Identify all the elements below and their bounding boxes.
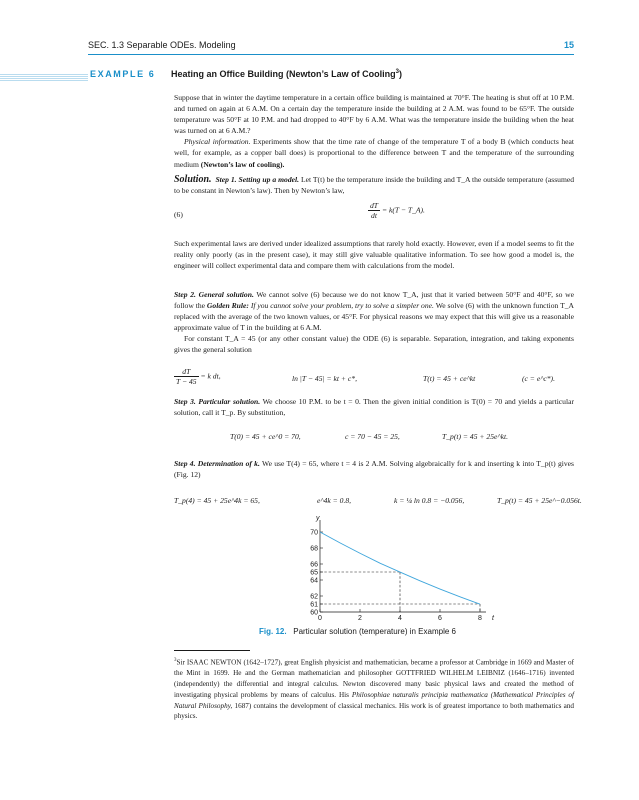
particular-solution-1: T(0) = 45 + ce^0 = 70, (230, 432, 301, 441)
general-solution-2: ln |T − 45| = kt + c*, (292, 374, 357, 383)
general-solution-1 (174, 367, 221, 386)
example-band (0, 74, 88, 82)
general-solution-3: T(t) = 45 + ce^kt (423, 374, 476, 383)
equation-6 (368, 201, 425, 220)
eq6-fraction (368, 201, 380, 220)
step2-label: Step 2. General solution. (174, 290, 254, 299)
solution-label: Solution. (174, 174, 212, 185)
after-eq6-paragraph (174, 238, 574, 271)
section-title: SEC. 1.3 Separable ODEs. Modeling (88, 40, 236, 50)
step2-text-b: We solve (6) with the unknown function T_A replaced with the average of the two known values, or 45°F. For physical reasons we may expect that this will give us a reasonable approximate value of T in the building at 6 A.M. (174, 301, 575, 333)
general-solution-4: (c = e^c*). (522, 374, 555, 383)
k-equation-2: e^4k = 0.8, (317, 496, 352, 505)
eq6-numerator: dT (370, 201, 379, 210)
running-header (88, 40, 574, 54)
footnote-mark: 3 (174, 658, 177, 663)
gen-fraction (174, 367, 199, 386)
gen-rhs: = k dt, (200, 371, 221, 381)
header-rule (88, 54, 574, 55)
footnote-text-b: 1687) contains the development of classical mechanics. His work is of greatest importance to both mathematics and physics. (174, 701, 575, 721)
y-tick-label: 60 (310, 609, 318, 617)
physical-info-text: Experiments show that the time rate of change of the temperature T of a body B (which conducts heat well, for example, as a copper ball does) is proportional to the difference between T and the temperature of the surrounding medium (174, 137, 574, 169)
solution-curve (320, 532, 480, 604)
gen-numerator: dT (174, 367, 199, 377)
x-tick-label: 0 (318, 615, 322, 622)
page-number: 15 (563, 40, 574, 50)
step3-text: We choose 10 P.M. to be t = 0. Then the given initial condition is T(0) = 70 and yields a particular solution, call it T_p. By substitution, (174, 397, 574, 418)
golden-rule-label: Golden Rule: (206, 301, 249, 311)
footnote-ref[interactable]: 3 (395, 69, 400, 75)
footnote-work-title: Philosophiae naturalis principia mathematica (Mathematical Principles of Natural Philosophy, (174, 690, 574, 710)
y-tick-label: 66 (310, 561, 318, 569)
step1-text: Let T(t) be the temperature inside the building and T_A the outside temperature (assumed to be constant in Newton’s law). Then by Newton’s law, (174, 175, 575, 196)
golden-rule-text: If you cannot solve your problem, try to solve a simpler one. (248, 301, 434, 311)
figure-12-chart (290, 515, 510, 625)
x-tick-label: 6 (438, 615, 442, 622)
x-tick-label: 4 (398, 615, 402, 622)
example-title (171, 69, 402, 79)
paragraph-intro (174, 92, 574, 170)
step4-label: Step 4. Determination of k. (174, 459, 260, 468)
y-tick-label: 68 (310, 545, 318, 553)
y-tick-label: 64 (310, 577, 318, 585)
y-tick-label: 61 (310, 601, 318, 609)
physical-info-lead: Physical information. (184, 137, 251, 147)
y-axis-label: y (316, 515, 320, 522)
constant-paragraph: For constant T_A = 45 (or any other constant value) the ODE (6) is separable. Separation, integration, and taking exponents gives the general solution (174, 334, 574, 355)
step2-text-a: We cannot solve (6) because we do not know T_A, just that it varied between 50°F and 40°F, so we follow the (174, 290, 574, 311)
footnote-rule (174, 650, 250, 651)
step3-paragraph (174, 396, 574, 418)
step4-paragraph (174, 458, 574, 480)
k-equation-4: T_p(t) = 45 + 25e^−0.056t. (497, 496, 582, 505)
x-tick-label: 8 (478, 615, 482, 622)
figure-label: Fig. 12. (259, 627, 287, 636)
physical-info-paragraph (174, 136, 574, 169)
footnote-text-a: Sir ISAAC NEWTON (1642–1727), great English physicist and mathematician, became a professor at Cambridge in 1669 and Master of the Mint in 1699. He and the German mathematician and philosopher GOTTFRIED WILHELM LEIBNIZ (1646–1716) invented (independently) the differential and integral calculus. Newton discovered many basic physical laws and created the method of investigating physical problems by means of calculus. His (174, 658, 574, 699)
x-axis-label: t (492, 615, 494, 622)
step3-label: Step 3. Particular solution. (174, 397, 261, 406)
y-tick-label: 62 (310, 593, 318, 601)
step1-paragraph (174, 174, 574, 196)
example-title-close: ) (399, 69, 403, 79)
footnote (174, 656, 574, 722)
y-tick-label: 70 (310, 529, 318, 537)
k-equation-1: T_p(4) = 45 + 25e^4k = 65, (174, 496, 260, 505)
k-equation-3: k = ¼ ln 0.8 = −0.056, (394, 496, 465, 505)
step2-paragraph (174, 289, 574, 356)
step4-text: We use T(4) = 65, where t = 4 is 2 A.M. Solving algebraically for k and inserting k into T_p(t) gives (Fig. 12) (174, 459, 574, 480)
x-tick-label: 2 (358, 615, 362, 622)
particular-solution-2: c = 70 − 45 = 25, (345, 432, 400, 441)
gen-denominator: T − 45 (176, 377, 197, 386)
particular-solution-3: T_p(t) = 45 + 25e^kt. (442, 432, 508, 441)
step1-label: Step 1. Setting up a model. (215, 175, 300, 184)
caption-text: Particular solution (temperature) in Example 6 (293, 627, 456, 636)
figure-caption (259, 627, 456, 636)
intro-text: Suppose that in winter the daytime temperature in a certain office building is maintained at 70°F. The heating is shut off at 10 P.M. and turned on again at 6 A.M. On a certain day the temperature inside the building at 2 A.M. was found to be 65°F. The outside temperature was 50°F at 10 P.M. and had dropped to 40°F by 6 A.M. What was the temperature inside the building when the heat was turned on at 6 A.M.? (174, 93, 574, 136)
after-eq6-text: Such experimental laws are derived under idealized assumptions that rarely hold exactly. However, even if a model seems to fit the reality only poorly (as in the present case), it may still give valuable qualitative information. To see how good a model is, the engineer will collect experimental data and compare them with calculations from the model. (174, 239, 574, 271)
newtons-law-label: (Newton’s law of cooling). (200, 159, 285, 169)
eq6-denominator: dt (371, 211, 377, 220)
example-label: EXAMPLE 6 (90, 69, 156, 79)
y-tick-label: 65 (310, 569, 318, 577)
eq6-rhs: = k(T − T_A). (381, 205, 425, 215)
example-title-text: Heating an Office Building (Newton’s Law of Cooling (171, 69, 396, 79)
equation-number-6: (6) (174, 210, 183, 219)
